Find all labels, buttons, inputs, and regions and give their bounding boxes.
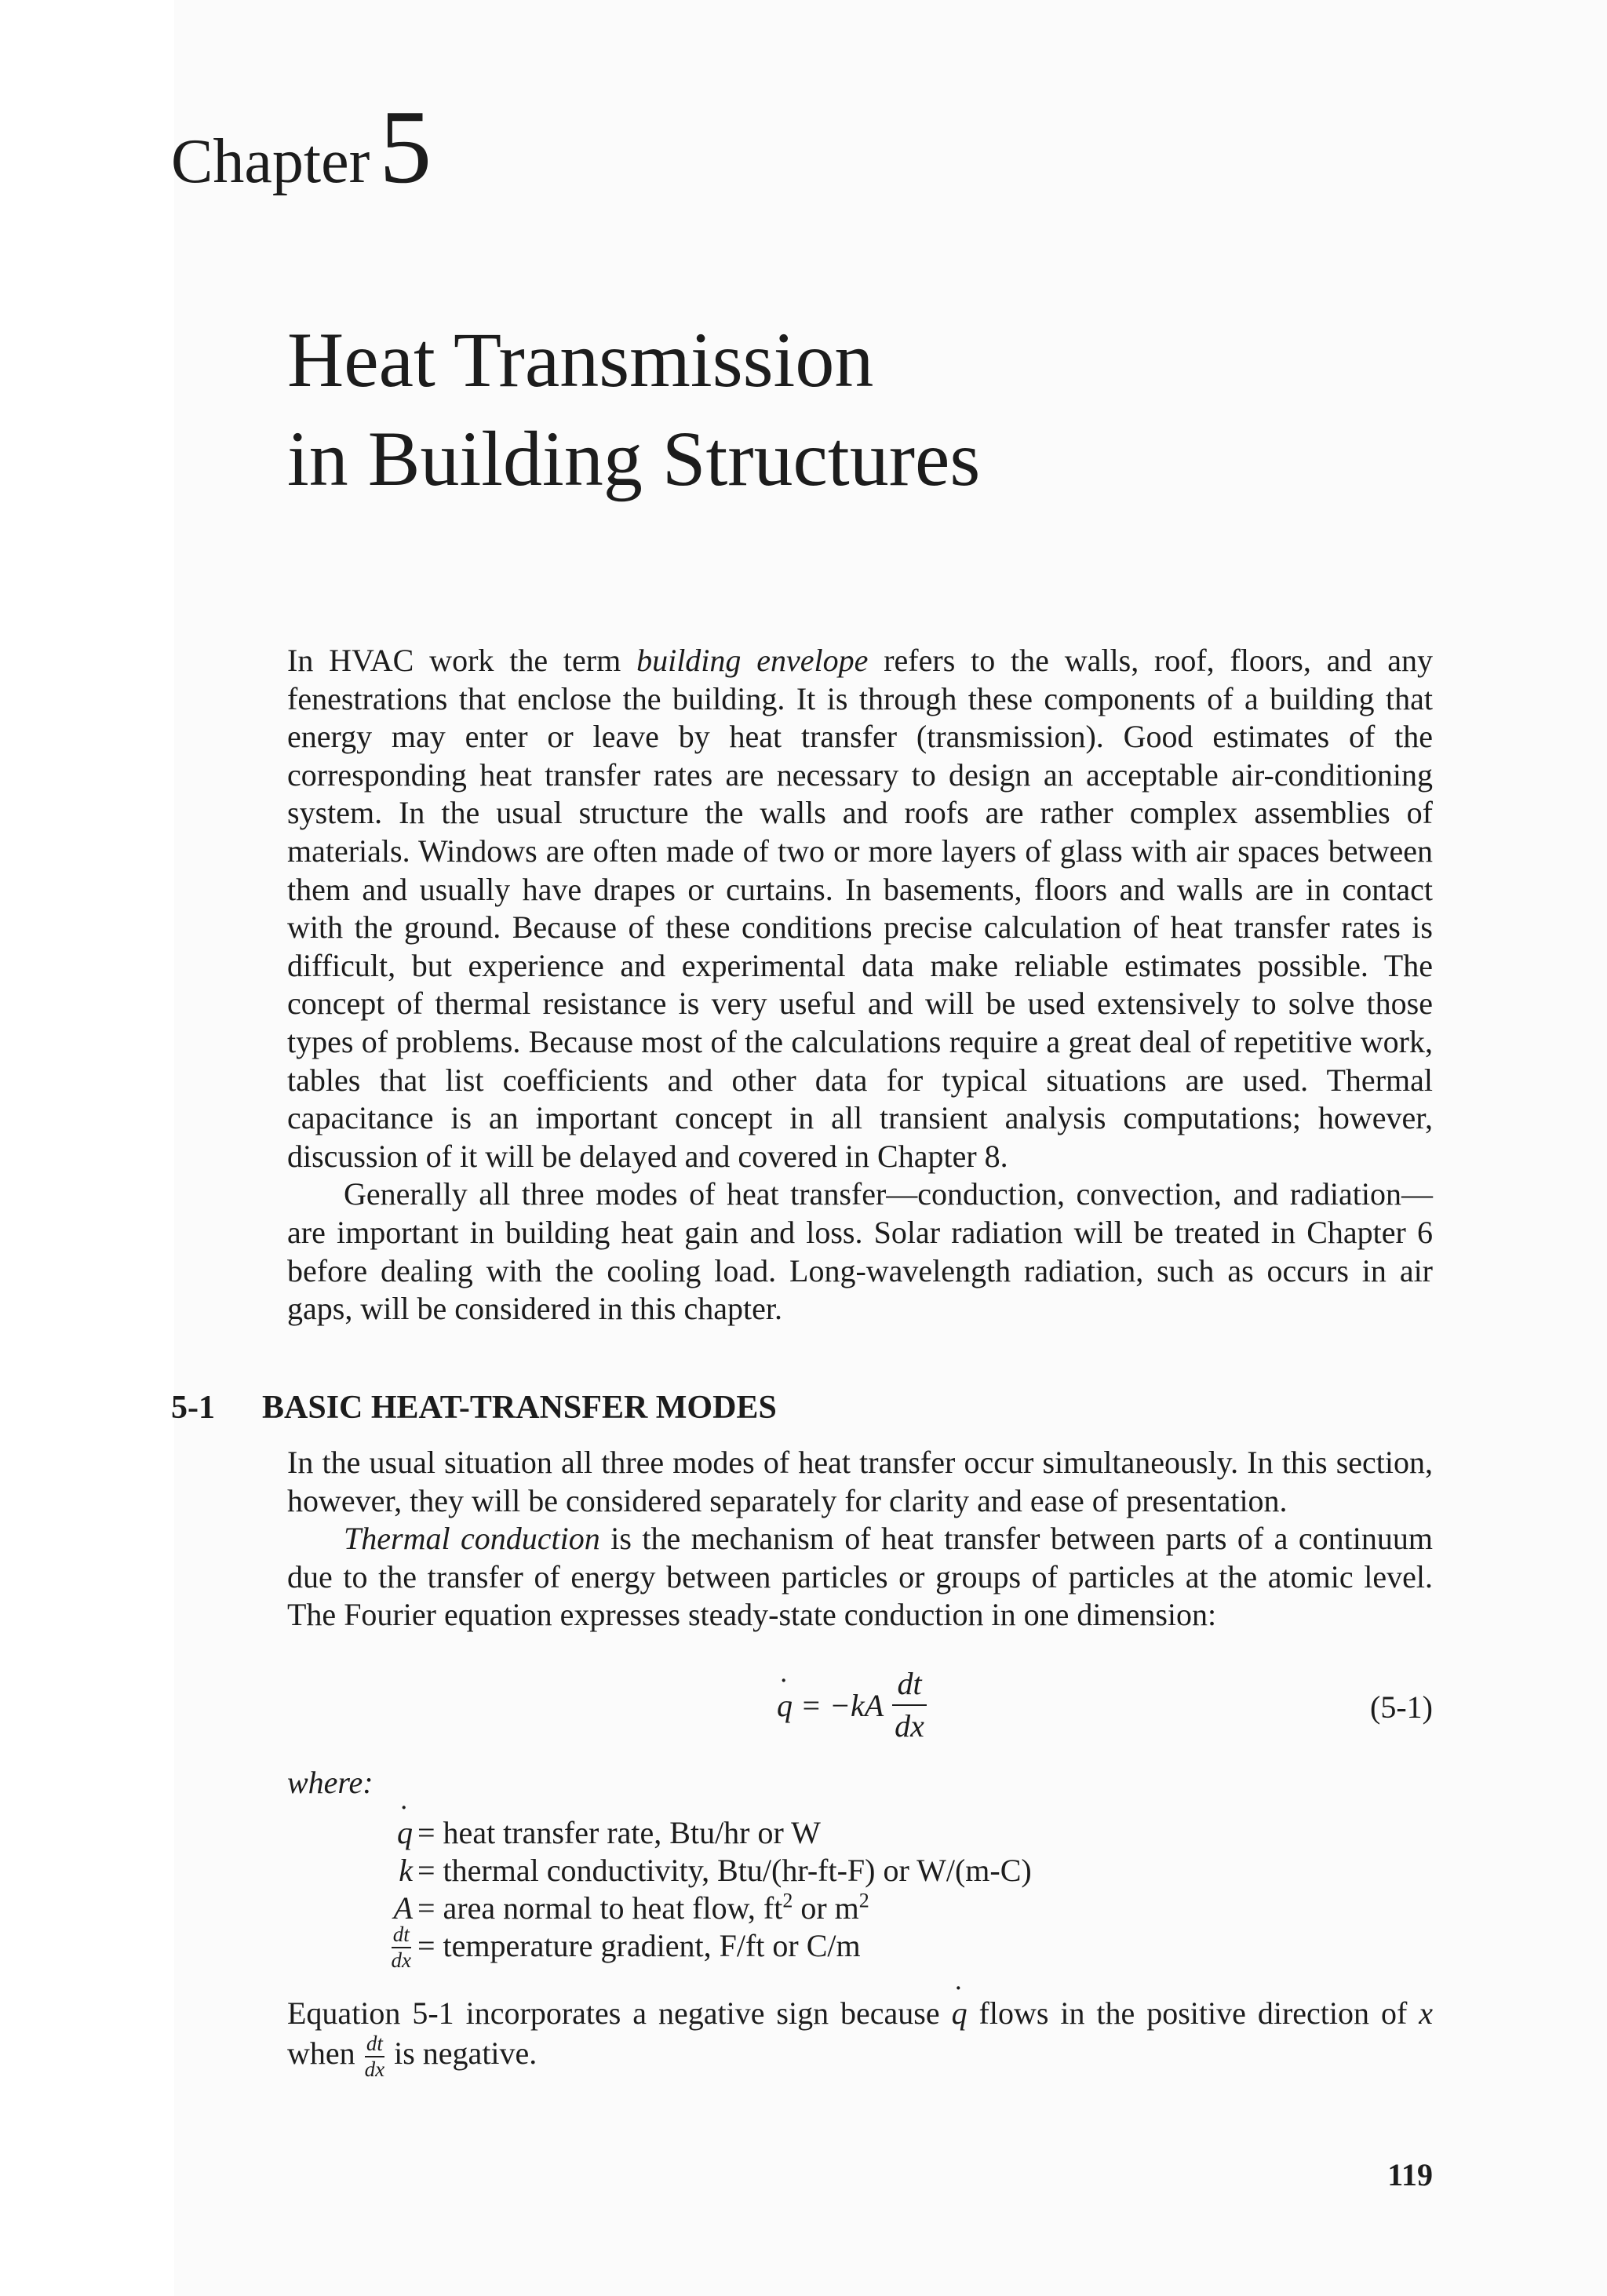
where-label: where:: [287, 1765, 374, 1800]
intro-paragraph-1: [287, 642, 1433, 1175]
closing-text: [287, 1995, 1433, 2080]
variable-description: [417, 1890, 869, 1927]
gradient-numerator: dt: [392, 1924, 411, 1948]
superscript-m: 2: [858, 1889, 869, 1912]
term-thermal-conduction: Thermal conduction: [344, 1521, 600, 1557]
variable-description: = heat transfer rate, Btu/hr or W: [417, 1815, 821, 1850]
intro-paragraph-2: Generally all three modes of heat transfer—conduction, convection, and radiation—are important in building heat gain and loss. Solar radiation will be treated in Chapter 6 before dealing with the cooling load. Long-wavelength radiation, such as occurs in air gaps, will be considered in this chapter.: [287, 1176, 1433, 1327]
section-text: [287, 1444, 1433, 1635]
chapter-word: Chapter: [171, 127, 370, 196]
section-paragraph-2: [287, 1520, 1433, 1635]
variable-symbol-gradient: [319, 1924, 413, 1971]
superscript-ft: 2: [782, 1889, 793, 1912]
equation-lhs: ˙ q: [777, 1687, 793, 1724]
chapter-title-line-2: in Building Structures: [287, 415, 981, 502]
intro-text: [287, 642, 1433, 1328]
section-number: 5-1: [171, 1390, 215, 1426]
section-title: BASIC HEAT-TRANSFER MODES: [262, 1390, 777, 1426]
intro-p1-start: In HVAC work the term: [287, 643, 637, 678]
variable-description: = thermal conductivity, Btu/(hr-ft-F) or W/(m-C): [417, 1853, 1032, 1888]
closing-part-4: is negative.: [386, 2035, 537, 2071]
closing-x: x: [1419, 1995, 1434, 2031]
chapter-title: [287, 311, 980, 508]
term-building-envelope: building envelope: [636, 643, 869, 678]
area-desc-start: = area normal to heat flow, ft: [417, 1890, 783, 1926]
area-desc-mid: or m: [793, 1890, 859, 1926]
closing-part-2: flows in the positive direction of: [967, 1995, 1419, 2031]
equation-5-1: [777, 1654, 1433, 1756]
chapter-title-line-1: Heat Transmission: [287, 316, 874, 403]
equation-body: [777, 1654, 929, 1756]
equation-denominator: dx: [895, 1708, 924, 1744]
section-p2-rest: is the mechanism of heat transfer between parts of a continuum due to the transfer of energy between particles or groups of particles at the atomic level. The Fourier equation expresses steady-state conduction in one dimension:: [287, 1521, 1433, 1633]
closing-frac-numerator: dt: [365, 2033, 384, 2057]
equation-fraction: [890, 1668, 929, 1742]
variable-description: = temperature gradient, F/ft or C/m: [417, 1928, 861, 1963]
variable-symbol-a: A: [393, 1890, 413, 1926]
closing-part-3: when: [287, 2035, 363, 2071]
closing-qdot: ˙ q: [952, 1995, 967, 2033]
gradient-fraction: [390, 1924, 413, 1971]
closing-paragraph: [287, 1995, 1433, 2080]
variable-symbol-q: ˙ q: [397, 1814, 413, 1852]
intro-p1-rest: refers to the walls, roof, floors, and any fenestrations that enclose the building. It is through these components of a building that energy may enter or leave by heat transfer (transmission). Good estimates of the corresponding heat transfer rates are necessary to design an acceptable air-conditioning system. In the usual structure the walls and roofs are rather complex assemblies of materials. Windows are often made of two or more layers of glass with air spaces between them and usually have drapes or curtains. In basements, floors and walls are in contact with the ground. Because of these conditions precise calculation of heat transfer rates is difficult, but experience and experimental data make reliable estimates possible. The concept of thermal resistance is very useful and will be used extensively to solve those types of problems. Because most of the calculations require a great deal of repetitive work, tables that list coefficients and other data for typical situations are used. Thermal capacitance is an important concept in all transient analysis computations; however, discussion of it will be delayed and covered in Chapter 8.: [287, 643, 1434, 1174]
variable-symbol-k: k: [399, 1853, 413, 1888]
page-margin: [0, 0, 174, 2296]
page-number: 119: [1387, 2157, 1433, 2192]
closing-frac-denominator: dx: [364, 2057, 385, 2081]
section-heading: [171, 1389, 777, 1427]
equation-numerator: dt: [892, 1668, 926, 1706]
gradient-denominator: dx: [391, 1948, 411, 1972]
variable-symbol: [319, 1814, 413, 1852]
chapter-number: 5: [379, 89, 432, 205]
closing-part-1: Equation 5-1 incorporates a negative sign because: [287, 1995, 952, 2031]
equation-equals-coefficient: = −kA: [793, 1687, 884, 1723]
chapter-label: [171, 89, 432, 205]
closing-fraction: [363, 2033, 386, 2080]
section-paragraph-1: In the usual situation all three modes of heat transfer occur simultaneously. In this section, however, they will be considered separately for clarity and ease of presentation.: [287, 1445, 1433, 1518]
equation-number: (5-1): [1370, 1689, 1433, 1725]
